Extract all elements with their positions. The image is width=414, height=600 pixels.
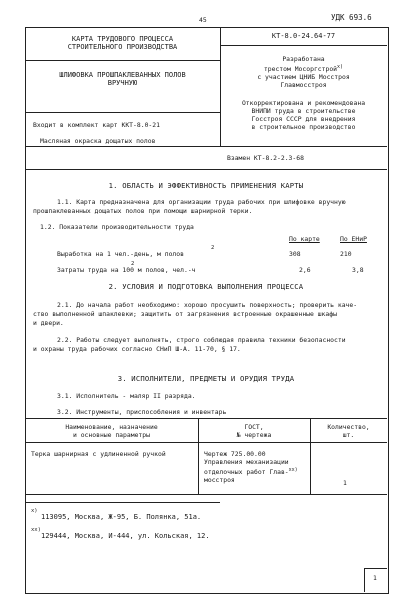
col-header-card: По карте [289, 235, 320, 243]
productivity-row-1-card: 308 [289, 250, 301, 258]
sheet-number: 1 [373, 574, 377, 582]
sheet-box-left [364, 568, 365, 592]
paragraph-2-2-cont: и охраны труда рабочих согласно СНиП Ш-А. 11-70, § 17. [33, 345, 241, 353]
section-1-heading: 1. ОБЛАСТЬ И ЭФФЕКТИВНОСТЬ ПРИМЕНЕНИЯ КАРТЫ [108, 181, 304, 190]
table-header-line [25, 442, 387, 443]
productivity-row-2-card: 2,6 [299, 266, 311, 274]
paragraph-2-2: 2.2. Работы следует выполнять, строго соблюдая правила техники безопасности [57, 336, 346, 344]
title-block-line [220, 45, 387, 46]
superscript-2: 2 [131, 261, 135, 267]
table-bottom-line [25, 494, 387, 495]
footnote-mark: x) [337, 64, 344, 70]
subject-title: ШЛИФОВКА ПРОШПАКЛЕВАННЫХ ПОЛОВ ВРУЧНУЮ [59, 71, 186, 87]
footnote-separator [25, 502, 220, 503]
table-cell-name: Терка шарнирная с удлиненной ручкой [31, 450, 166, 458]
udk-code: УДК 693.6 [331, 13, 372, 22]
section-2-heading: 2. УСЛОВИЯ И ПОДГОТОВКА ВЫПОЛНЕНИЯ ПРОЦЕССА [108, 282, 304, 291]
title-block-line [220, 146, 387, 147]
table-header-qty: Количество, шт. [327, 423, 370, 439]
replaces-note: Взамен КТ-8.2-2.3-68 [227, 154, 304, 162]
paragraph-2-1: 2.1. До начала работ необходимо: хорошо просушить поверхность; проверить каче- [57, 301, 358, 309]
table-header-gost: ГОСТ, № чертежа [236, 423, 272, 439]
table-top-line [25, 418, 387, 419]
paragraph-1-1-cont: прошпаклеванных дощатых полов при помощи шарнирной терки. [33, 207, 253, 215]
correction-note: Откорректирована и рекомендована ВНИПИ труда в строительстве Госстроя СССР для внедрения в строительное производство [241, 99, 366, 131]
title-block-line [25, 60, 220, 61]
page-number: 45 [199, 16, 207, 24]
footnote-1-mark: x) [31, 508, 38, 514]
paragraph-1-2: 1.2. Показатели производительности труда [40, 223, 194, 231]
footnote-2: 129444, Москва, И-444, ул. Кольская, 12. [41, 532, 210, 540]
table-cell-qty: 1 [343, 479, 347, 487]
paragraph-3-2: 3.2. Инструменты, приспособления и инвентарь [57, 408, 227, 416]
developer-note: Разработана трестом Мосоргстрой$^{x)}$ с участием ЦНИБ Мосстроя Главмосстроя [257, 55, 350, 90]
productivity-row-1-label: Выработка на 1 чел.-день, м полов [57, 250, 184, 258]
paragraph-2-1-cont: и двери. [33, 319, 64, 327]
included-subtitle: Масляная окраска дощатых полов [40, 137, 156, 145]
sheet-box-top [364, 568, 387, 569]
paragraph-1-1: 1.1. Карта предназначена для организации труда рабочих при шлифовке вручную [57, 198, 346, 206]
title-block-line [25, 112, 220, 113]
footnote-1: 113095, Москва, Ж-95, Б. Полянка, 51а. [41, 513, 202, 521]
productivity-row-2-label: Затраты труда на 100 м полов, чел.-ч [57, 266, 196, 274]
table-header-name: Наименование, назначение и основные параметры [65, 423, 158, 439]
col-header-enir: По ЕНиР [340, 235, 367, 243]
card-number: КТ-8.0-24.64-77 [271, 32, 336, 40]
included-in-set: Входит в комплект карт ККТ-8.0-21 [33, 121, 160, 129]
productivity-row-2-enir: 3,8 [352, 266, 364, 274]
productivity-row-1-enir: 210 [340, 250, 352, 258]
paragraph-2-1-cont: ство выполненной шпаклевки; защитить от загрязнения встроенные окрашенные шкафы [33, 310, 337, 318]
footnote-2-mark: xx) [31, 527, 41, 533]
table-cell-gost: Чертеж 725.00.00 Управления механизации отделочных работ Глав-$^{xx)}$ мосстроя [204, 450, 298, 485]
section-3-heading: 3. ИСПОЛНИТЕЛИ, ПРЕДМЕТЫ И ОРУДИЯ ТРУДА [117, 374, 295, 383]
footnote-mark: xx) [288, 467, 298, 473]
superscript-2: 2 [211, 245, 215, 251]
title-block-bottom [25, 169, 387, 170]
paragraph-3-1: 3.1. Исполнитель - маляр II разряда. [57, 392, 196, 400]
org-title: КАРТА ТРУДОВОГО ПРОЦЕССА СТРОИТЕЛЬНОГО ПРОИЗВОДСТВА [67, 35, 178, 51]
